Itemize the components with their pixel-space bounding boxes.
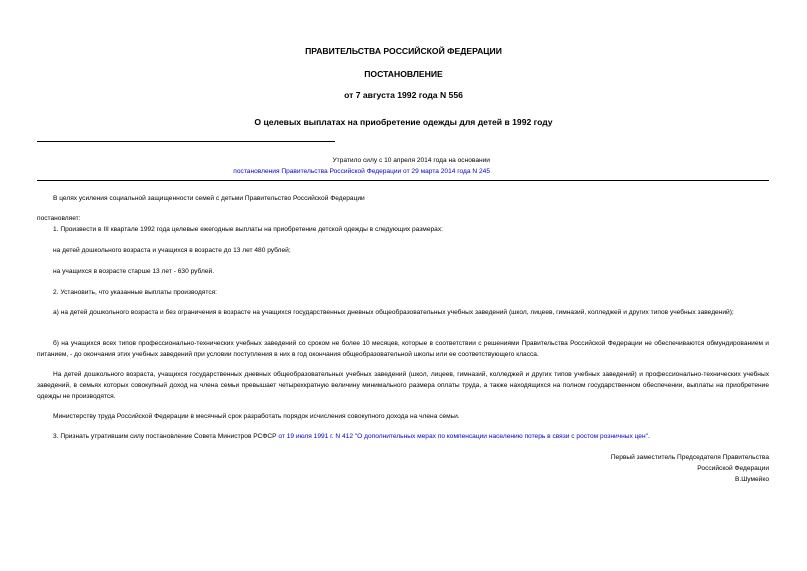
divider-top: [37, 141, 335, 142]
paragraph-amount-2: на учащихся в возрасте старше 13 лет - 630 рублей.: [53, 268, 215, 275]
paragraph-item-2: 2. Установить, что указанные выплаты производятся:: [53, 289, 218, 296]
paragraph-item-3: [37, 431, 769, 442]
paragraph-amount-1: на детей дошкольного возраста и учащихся в возрасте до 13 лет 480 рублей;: [53, 247, 291, 254]
paragraph-item-2a: а) на детей дошкольного возраста и без ограничения в возрасте на учащихся государственных дневных общеобразовательных учебных заведений (школ, лицеев, гимназий, колледжей и других типов учебных заведений);: [53, 309, 734, 316]
signature-position: Первый заместитель Председателя Правительства: [610, 454, 769, 461]
item-3-link[interactable]: от 19 июля 1991 г. N 412 "О дополнительных мерах по компенсации населению потерь в связи с ростом розничных цен": [278, 433, 648, 440]
repeal-note: [200, 155, 490, 177]
item-3-text: 3. Признать утратившим силу постановление Совета Министров РСФСР: [53, 433, 279, 440]
signature-name: В.Шумейко: [734, 476, 769, 483]
signature-block: [509, 452, 769, 485]
item-3-suffix: .: [647, 433, 650, 440]
divider-bottom: [37, 180, 769, 181]
paragraph-preamble: В целях усиления социальной защищенности семей с детьми Правительство Российской Федерации: [53, 195, 365, 202]
paragraph-resolves: постановляет:: [37, 215, 81, 222]
paragraph-item-1: 1. Произвести в III квартале 1992 года целевые ежегодные выплаты на приобретение детской одежды в следующих размерах:: [53, 226, 443, 233]
repeal-note-link[interactable]: постановления Правительства Российской Федерации от 29 марта 2014 года N 245: [233, 168, 490, 175]
header-government: ПРАВИТЕЛЬСТВА РОССИЙСКОЙ ФЕДЕРАЦИИ: [305, 46, 502, 56]
paragraph-ministry: Министерству труда Российской Федерации в месячный срок разработать порядок исчисления совокупного дохода на члена семьи.: [53, 413, 460, 420]
paragraph-item-2b: б) на учащихся всех типов профессионально-технических учебных заведений со сроком не более 10 месяцев, которые в соответствии с решениями Правительства Российской Федерации не обеспечиваются обмундированием и питанием, - до окончания этих учебных заведений при условии поступления в них в год окончания общеобразовательной школы или ее соответствующего класса.: [37, 340, 769, 358]
signature-org: Российской Федерации: [697, 465, 769, 472]
paragraph-exclusions: На детей дошкольного возраста, учащихся государственных дневных общеобразовательных учебных заведений (школ, лицеев, гимназий, колледжей и других типов учебных заведений) и профессионально-технических учебных заведений, в семьях которых совокупный доход на члена семьи превышает четырехкратную величину минимального размера оплаты труда, а также находящихся на полном государственном обеспечении, выплаты на приобретение одежды не производятся.: [37, 371, 769, 400]
document-title: О целевых выплатах на приобретение одежды для детей в 1992 году: [254, 117, 553, 127]
header-date-number: от 7 августа 1992 года N 556: [344, 90, 463, 100]
repeal-note-text: Утратило силу с 10 апреля 2014 года на основании: [332, 157, 490, 164]
header-doc-type: ПОСТАНОВЛЕНИЕ: [364, 69, 443, 79]
